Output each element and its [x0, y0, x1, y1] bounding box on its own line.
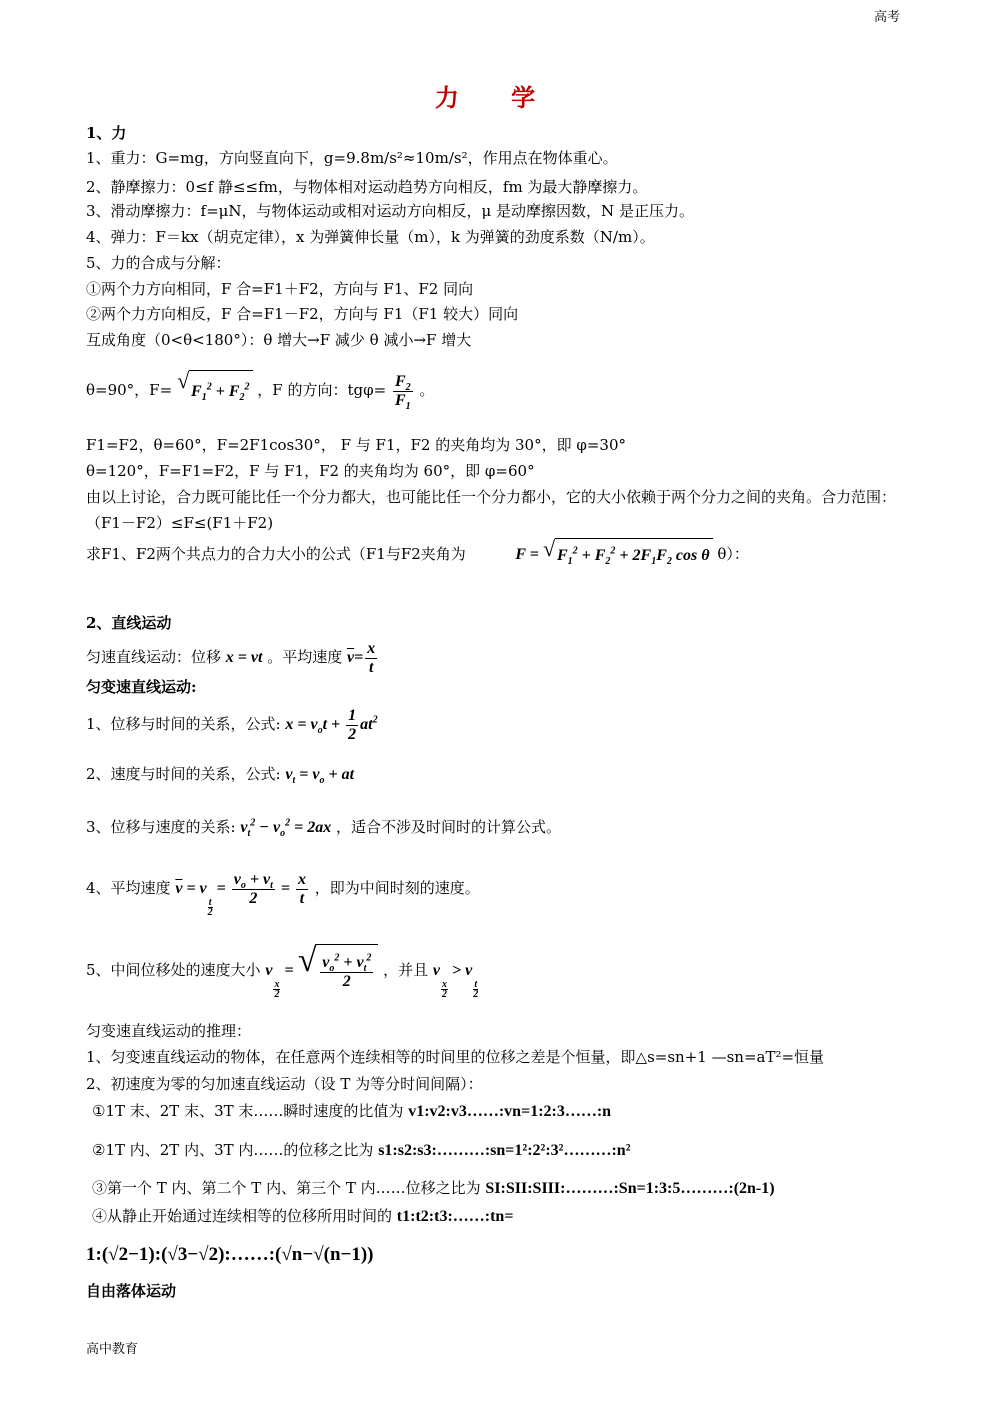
section-heading-linear-motion: 2、直线运动 [86, 614, 172, 632]
text-paragraph: 由以上讨论，合力既可能比任一个分力都大，也可能比任一个分力都小，它的大小依赖于两个分力之间的夹角。合力范围：（F1－F2）≤F≤(F1＋F2) [86, 488, 897, 532]
text-fragment: ①1T 末、2T 末、3T 末……瞬时速度的比值为 [92, 1102, 404, 1120]
formula-interval-displacement-ratio: SI:SII:SIII:………:Sn=1:3:5………:(2n-1) [485, 1180, 775, 1197]
formula-line [86, 704, 378, 745]
formula-line [86, 864, 480, 917]
resultant-90deg-line [86, 370, 434, 412]
text-line: ①两个力方向相同，F 合=F1＋F2，方向与 F1、F2 同向 [86, 280, 474, 298]
formula-average-velocity: $\overline{v}=$ $\frac{x}{t}$ [347, 640, 376, 676]
text-fragment: θ=90°，F= [86, 381, 173, 399]
text-line: 4、弹力：F＝kx（胡克定律），x 为弹簧伸长量（m），k 为弹簧的劲度系数（N/m）。 [86, 228, 655, 246]
ratio-line [92, 1176, 775, 1201]
text-fragment: ，F 的方向：tgφ= [257, 381, 387, 399]
formula-midpoint-velocity: v $\frac{x}{2}$ = √ $\frac{v_o^2 + v_t^2}{2}$ [265, 962, 378, 979]
text-fragment: ，并且 [383, 961, 429, 979]
text-line: 1、匀变速直线运动的物体，在任意两个连续相等的时间里的位移之差是个恒量，即△s=sn+1 —sn=aT²=恒量 [86, 1048, 825, 1066]
text-fragment: 求F1、F2两个共点力的合力大小的公式（F1与F2夹角为 [86, 545, 466, 563]
page-header-label: 高考 [873, 10, 900, 25]
formula-line [86, 762, 354, 787]
formula-velocity-inequality: v $\frac{x}{2}$ > v $\frac{t}{2}$ [432, 962, 479, 1000]
formula-velocity-ratio: v1:v2:v3……:vn=1:2:3……:n [408, 1103, 612, 1120]
text-line: 5、力的合成与分解： [86, 254, 231, 272]
text-fragment: ④从静止开始通过连续相等的位移所用时间的 [92, 1207, 393, 1225]
formula-time-ratio: 1:(√2−1):(√3−√2):……:(√n−√(n−1)) [86, 1244, 374, 1265]
text-line: F1=F2，θ=60°，F=2F1cos30°， F 与 F1，F2 的夹角均为 30°，即 φ=30° [86, 436, 627, 454]
page-footer-label: 高中教育 [86, 1342, 139, 1357]
formula-position-time: $x = v_ot$ + $\frac{1}{2}$ $at^2$ [285, 706, 378, 743]
subheading-uniformly-accelerated: 匀变速直线运动: [86, 678, 197, 696]
text-line: 2、静摩擦力：0≤f 静≤≤fm，与物体相对运动趋势方向相反，fm 为最大静摩擦力。 [86, 178, 648, 196]
text-line: 3、滑动摩擦力：f=μN，与物体运动或相对运动方向相反，μ 是动摩擦因数，N 是正压力。 [86, 202, 694, 220]
formula-time-ratio-label: t1:t2:t3:……:tn= [396, 1208, 514, 1225]
formula-displacement: x = vt [225, 649, 263, 667]
text-fragment: θ）： [717, 545, 749, 563]
formula-line [86, 944, 478, 999]
text-line: ②两个力方向相反，F 合=F1－F2，方向与 F1（F1 较大）同向 [86, 305, 519, 323]
text-fragment: 。 [419, 381, 435, 399]
ratio-line [92, 1204, 513, 1229]
ratio-line [92, 1138, 631, 1163]
text-fragment: ②1T 内、2T 内、3T 内……的位移之比为 [92, 1141, 374, 1159]
text-fragment: 2、速度与时间的关系，公式: [86, 765, 281, 783]
formula-direction-fraction: $\frac{F_2}{F_1}$ [394, 372, 411, 412]
formula-average-velocity-midtime: $\overline{v} = v$ $\frac{t}{2}$ = $\frac{v_o + v_t}{2}$ = $\frac{x}{t}$ [175, 870, 307, 918]
uniform-motion-line [86, 640, 379, 677]
formula-line [86, 815, 561, 840]
text-fragment: 5、中间位移处的速度大小 [86, 961, 261, 979]
formula-displacement-ratio: s1:s2:s3:………:sn=1²:2²:3²………:n² [378, 1142, 631, 1159]
text-line: 2、初速度为零的匀加速直线运动（设 T 为等分时间间隔）： [86, 1075, 483, 1093]
formula-velocity-displacement: $v_t^2 - v_o^2 = 2ax$ [240, 817, 332, 840]
text-fragment: ，适合不涉及时间时的计算公式。 [335, 818, 561, 836]
text-fragment: 1、位移与时间的关系，公式: [86, 715, 281, 733]
text-fragment: ，即为中间时刻的速度。 [314, 879, 480, 897]
text-fragment: 4、平均速度 [86, 879, 171, 897]
resultant-formula-line [86, 538, 749, 572]
section-heading-force: 1、力 [86, 124, 127, 142]
text-line: θ=120°，F=F1=F2，F 与 F1，F2 的夹角均为 60°，即 φ=60° [86, 462, 535, 480]
text-fragment: 匀速直线运动：位移 [86, 648, 222, 667]
text-fragment: 3、位移与速度的关系: [86, 818, 236, 836]
text-fragment: ③第一个 T 内、第二个 T 内、第三个 T 内……位移之比为 [92, 1179, 481, 1197]
formula-resultant-perpendicular: √ $F_1^2 + F_2^2$ [177, 370, 253, 412]
text-line: 互成角度（0<θ<180°）：θ 增大→F 减少 θ 减小→F 增大 [86, 331, 472, 349]
page-title: 力 学 [434, 83, 558, 112]
ratio-line [92, 1099, 611, 1124]
formula-resultant-general: F = √ $F_1^2 + F_2^2 + 2F_1F_2$ cos θ [515, 546, 712, 563]
subheading-free-fall: 自由落体运动 [86, 1282, 177, 1300]
text-line: 匀变速直线运动的推理： [86, 1022, 252, 1040]
text-fragment: 。平均速度 [267, 648, 343, 667]
formula-velocity-time: $v_t = v_o$ + at [285, 766, 355, 787]
text-line: 1、重力：G=mg，方向竖直向下，g=9.8m/s²≈10m/s²，作用点在物体重心。 [86, 149, 618, 167]
